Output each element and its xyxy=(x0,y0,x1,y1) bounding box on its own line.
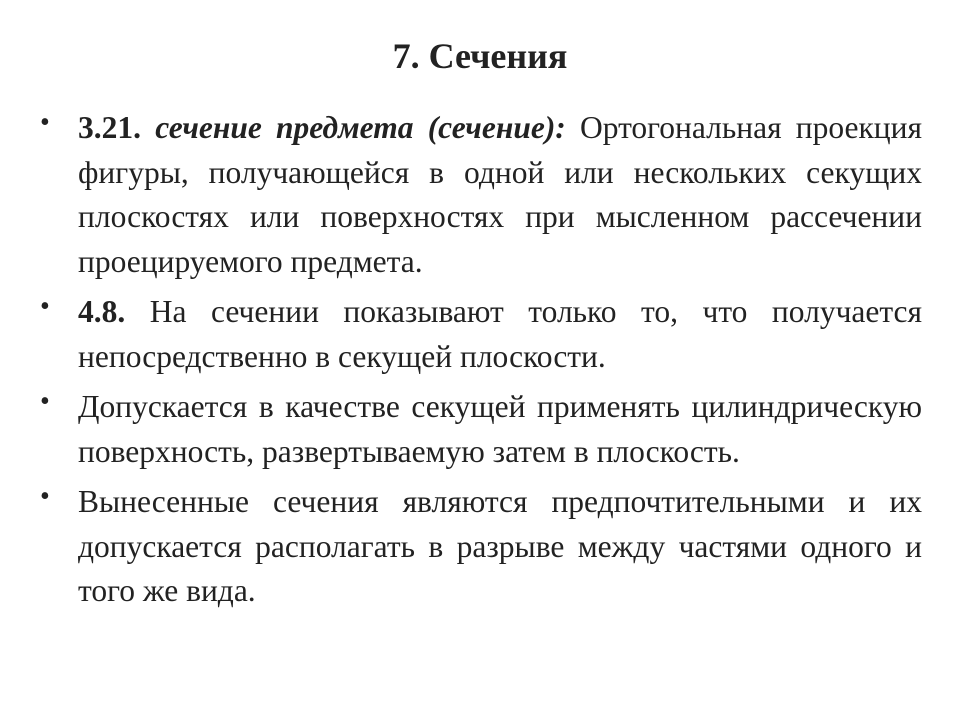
bullet-text: Вынесенные сечения являются предпочтительными и их допускается располагать в разрыве между частями одного и того же вида. xyxy=(78,484,922,608)
bullet-icon: • xyxy=(40,291,50,322)
bullet-text: На сечении показывают только то, что получается непосредственно в секущей плоскости. xyxy=(78,294,922,374)
bullet-icon: • xyxy=(40,481,50,512)
bullet-item-4 xyxy=(40,480,922,614)
bullet-item-1 xyxy=(40,106,922,284)
bullet-list xyxy=(40,106,922,620)
bullet-icon: • xyxy=(40,386,50,417)
slide-title: 7. Сечения xyxy=(392,36,568,76)
bullet-item-3 xyxy=(40,385,922,474)
clause-number: 3.21. xyxy=(78,110,156,145)
bullet-item-2 xyxy=(40,290,922,379)
bullet-icon: • xyxy=(40,107,50,138)
definition-text: Ортогональная проекция фигуры, получающейся в одной или нескольких секущих плоскостях или поверхностях при мысленном рассечении проецируемого предмета. xyxy=(78,110,922,279)
defined-term: сечение предмета (сечение): xyxy=(155,110,580,145)
clause-number: 4.8. xyxy=(78,294,150,329)
bullet-text: Допускается в качестве секущей применять цилиндрическую поверхность, развертываемую затем в плоскость. xyxy=(78,389,922,469)
